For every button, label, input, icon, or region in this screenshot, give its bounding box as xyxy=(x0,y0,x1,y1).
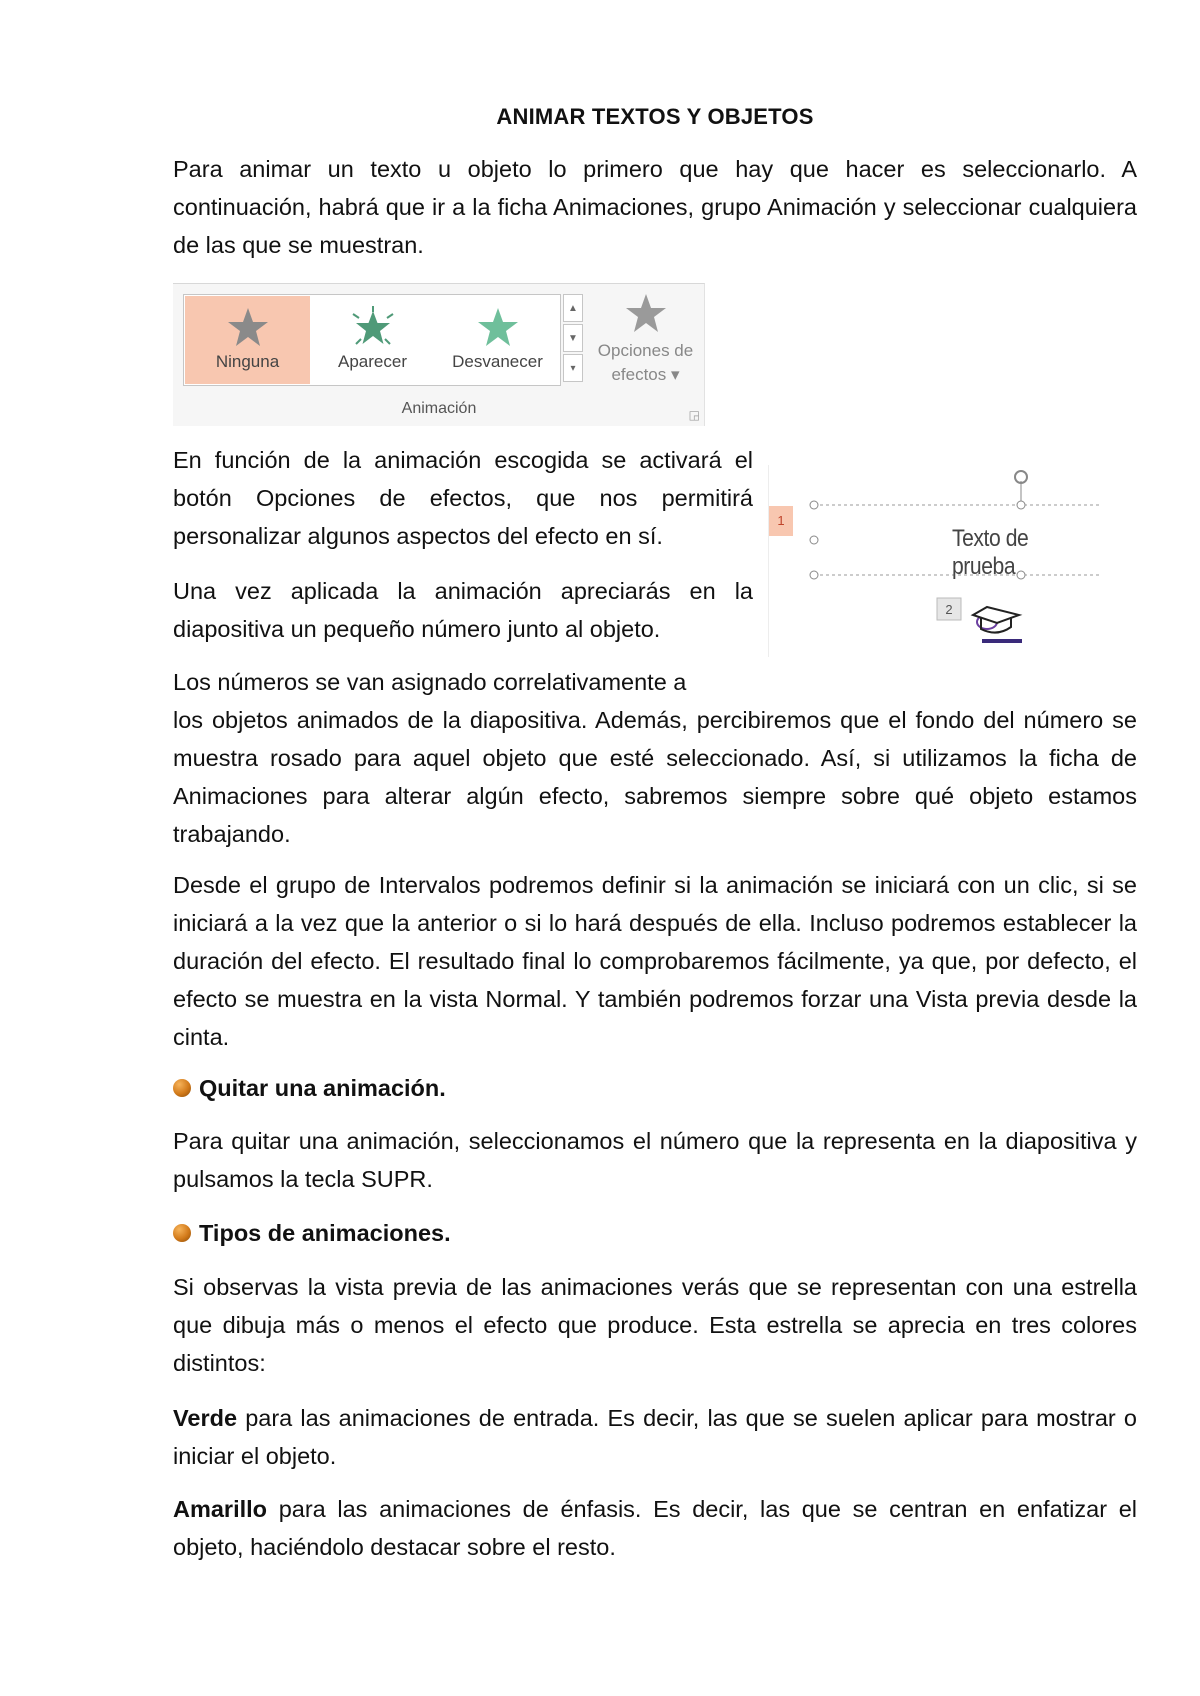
remove-paragraph xyxy=(173,1122,1137,1198)
document-title: ANIMAR TEXTOS Y OBJETOS xyxy=(496,104,814,129)
numbers-text-line1: Los números se van asignado correlativamente a xyxy=(173,669,687,695)
scroll-down-icon[interactable]: ▼ xyxy=(563,324,583,352)
effect-options-label-2: efectos ▾ xyxy=(611,365,680,384)
preview-sample-text: Texto de prueba xyxy=(952,525,1029,580)
animation-appear[interactable] xyxy=(310,296,435,384)
intro-text: Para animar un texto u objeto lo primero que hay que hacer es seleccionarlo. A continuación, habrá que ir a la ficha Animaciones, grupo Animación y seleccionar cualquiera de las que se muestran. xyxy=(173,156,1137,258)
graduation-cap-logo-icon xyxy=(973,607,1022,643)
types-heading: Tipos de animaciones. xyxy=(199,1220,451,1246)
options-paragraph xyxy=(173,441,753,555)
star-burst-green-icon xyxy=(350,306,396,348)
animation-ribbon xyxy=(173,283,705,426)
yellow-term: Amarillo xyxy=(173,1496,268,1522)
numbers-paragraph xyxy=(173,663,1137,853)
options-text: En función de la animación escogida se activará el botón Opciones de efectos, que nos permitirá personalizar algunos aspectos del efecto en sí. xyxy=(173,447,753,549)
gallery-more-icon[interactable]: ▾ xyxy=(563,354,583,382)
animation-fade[interactable] xyxy=(435,296,560,384)
orange-bullet-icon xyxy=(173,1079,191,1097)
yellow-text: para las animaciones de énfasis. Es decir, las que se centran en enfatizar el objeto, haciéndolo destacar sobre el resto. xyxy=(173,1496,1137,1560)
types-text: Si observas la vista previa de las animaciones verás que se representan con una estrella que dibuja más o menos el efecto que produce. Esta estrella se aprecia en tres colores distintos: xyxy=(173,1274,1137,1376)
star-gray-icon xyxy=(226,306,270,348)
intervals-paragraph xyxy=(173,866,1137,1056)
animation-fade-label: Desvanecer xyxy=(452,352,543,371)
gallery-scrollbar xyxy=(563,294,585,386)
types-heading-block xyxy=(173,1214,1137,1252)
green-text: para las animaciones de entrada. Es decir, las que se suelen aplicar para mostrar o iniciar el objeto. xyxy=(173,1405,1137,1469)
ribbon-group-label: Animación xyxy=(401,400,477,417)
green-term: Verde xyxy=(173,1405,238,1431)
orange-bullet-icon xyxy=(173,1224,191,1242)
number-paragraph xyxy=(173,572,753,648)
intervals-text: Desde el grupo de Intervalos podremos definir si la animación se iniciará con un clic, si se iniciará a la vez que la anterior o si lo hará después de ella. Incluso podremos establecer la duración del efecto. El resultado final lo comprobaremos fácilmente, ya que, por defecto, el efecto se muestra en la vista Normal. Y también podremos forzar una Vista previa desde la cinta. xyxy=(173,872,1137,1050)
green-paragraph xyxy=(173,1399,1137,1475)
scroll-up-icon[interactable]: ▲ xyxy=(563,294,583,322)
star-green-icon xyxy=(476,306,520,348)
animation-appear-label: Aparecer xyxy=(338,352,407,371)
star-options-icon xyxy=(624,292,668,334)
animation-number-1[interactable]: 1 xyxy=(777,513,785,528)
animation-number-2[interactable]: 2 xyxy=(945,602,953,617)
animation-gallery xyxy=(183,294,561,386)
remove-heading: Quitar una animación. xyxy=(199,1075,446,1101)
numbers-text-rest: los objetos animados de la diapositiva. Además, percibiremos que el fondo del número se muestra rosado para aquel objeto que esté seleccionado. Así, si utilizamos la ficha de Animaciones para alterar algún efecto, sabremos siempre sobre qué objeto estamos trabajando. xyxy=(173,707,1137,847)
animation-none[interactable] xyxy=(185,296,310,384)
slide-preview xyxy=(768,465,1099,657)
number-text: Una vez aplicada la animación apreciarás en la diapositiva un pequeño número junto al objeto. xyxy=(173,578,753,642)
types-paragraph xyxy=(173,1268,1137,1382)
yellow-paragraph xyxy=(173,1490,1137,1566)
intro-paragraph xyxy=(173,150,1137,264)
dialog-launcher-icon[interactable]: ◲ xyxy=(688,408,700,422)
effect-options-label-1: Opciones de xyxy=(597,341,694,360)
animation-none-label: Ninguna xyxy=(215,352,280,371)
remove-heading-block xyxy=(173,1069,1137,1107)
remove-text: Para quitar una animación, seleccionamos el número que la representa en la diapositiva y pulsamos la tecla SUPR. xyxy=(173,1128,1137,1192)
effect-options-button[interactable] xyxy=(588,292,703,387)
